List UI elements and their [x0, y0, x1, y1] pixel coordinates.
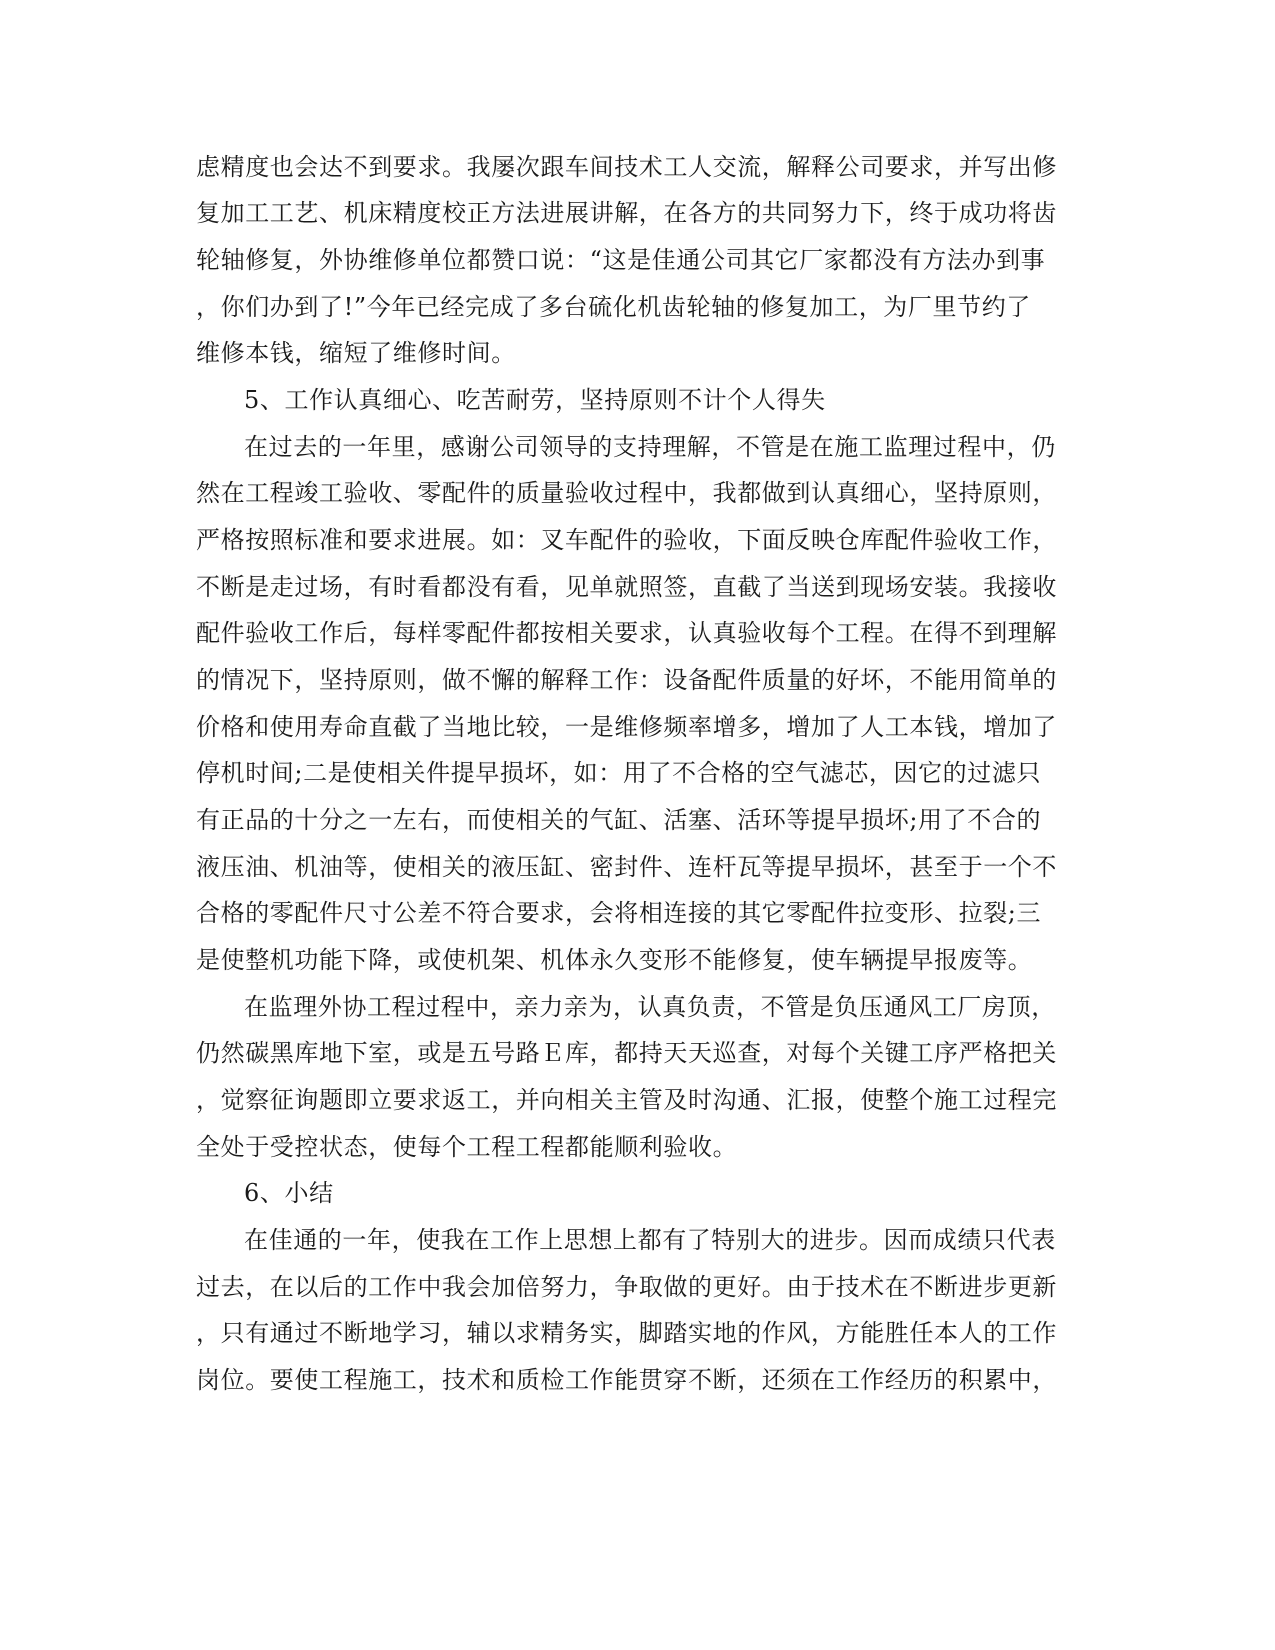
text-line: 不断是走过场，有时看都没有看，见单就照签，直截了当送到现场安装。我接收: [196, 573, 1057, 601]
text-line: 维修本钱，缩短了维修时间。: [196, 339, 516, 367]
text-line: 仍然碳黑库地下室，或是五号路Ｅ库，都持天天巡查，对每个关键工序严格把关: [196, 1039, 1057, 1067]
text-line: 然在工程竣工验收、零配件的质量验收过程中，我都做到认真细心，坚持原则，: [196, 479, 1057, 507]
text-line: 在监理外协工程过程中，亲力亲为，认真负责，不管是负压通风工厂房顶，: [244, 993, 1056, 1021]
text-line: 的情况下，坚持原则，做不懈的解释工作：设备配件质量的好坏，不能用简单的: [196, 666, 1057, 694]
text-line: 复加工工艺、机床精度校正方法进展讲解，在各方的共同努力下，终于成功将齿: [196, 199, 1057, 227]
text-line: 轮轴修复，外协维修单位都赞口说：“这是佳通公司其它厂家都没有方法办到事: [196, 246, 1046, 274]
section-heading: 5、工作认真细心、吃苦耐劳，坚持原则不计个人得失: [244, 386, 826, 414]
text-line: ，只有通过不断地学习，辅以求精务实，脚踏实地的作风，方能胜任本人的工作: [196, 1319, 1057, 1347]
text-line: 有正品的十分之一左右，而使相关的气缸、活塞、活环等提早损坏;用了不合的: [196, 806, 1042, 834]
text-line: ，觉察征询题即立要求返工，并向相关主管及时沟通、汇报，使整个施工过程完: [196, 1086, 1057, 1114]
text-line: 停机时间;二是使相关件提早损坏，如：用了不合格的空气滤芯，因它的过滤只: [196, 759, 1042, 787]
text-line: 在过去的一年里，感谢公司领导的支持理解，不管是在施工监理过程中，仍: [244, 433, 1056, 461]
text-line: 价格和使用寿命直截了当地比较，一是维修频率增多，增加了人工本钱，增加了: [196, 713, 1057, 741]
text-line: 过去，在以后的工作中我会加倍努力，争取做的更好。由于技术在不断进步更新: [196, 1273, 1057, 1301]
text-line: 在佳通的一年，使我在工作上思想上都有了特别大的进步。因而成绩只代表: [244, 1226, 1056, 1254]
text-line: 配件验收工作后，每样零配件都按相关要求，认真验收每个工程。在得不到理解: [196, 619, 1057, 647]
text-line: ，你们办到了!”今年已经完成了多台硫化机齿轮轴的修复加工，为厂里节约了: [196, 293, 1031, 321]
text-line: 是使整机功能下降，或使机架、机体永久变形不能修复，使车辆提早报废等。: [196, 946, 1033, 974]
text-line: 合格的零配件尺寸公差不符合要求，会将相连接的其它零配件拉变形、拉裂;三: [196, 899, 1042, 927]
section-heading: 6、小结: [244, 1179, 334, 1207]
text-line: 严格按照标准和要求进展。如：叉车配件的验收，下面反映仓库配件验收工作，: [196, 526, 1057, 554]
text-line: 液压油、机油等，使相关的液压缸、密封件、连杆瓦等提早损坏，甚至于一个不: [196, 853, 1057, 881]
text-line: 全处于受控状态，使每个工程工程都能顺利验收。: [196, 1133, 738, 1161]
text-line: 岗位。要使工程施工，技术和质检工作能贯穿不断，还须在工作经历的积累中，: [196, 1366, 1057, 1394]
text-line: 虑精度也会达不到要求。我屡次跟车间技术工人交流，解释公司要求，并写出修: [196, 153, 1057, 181]
